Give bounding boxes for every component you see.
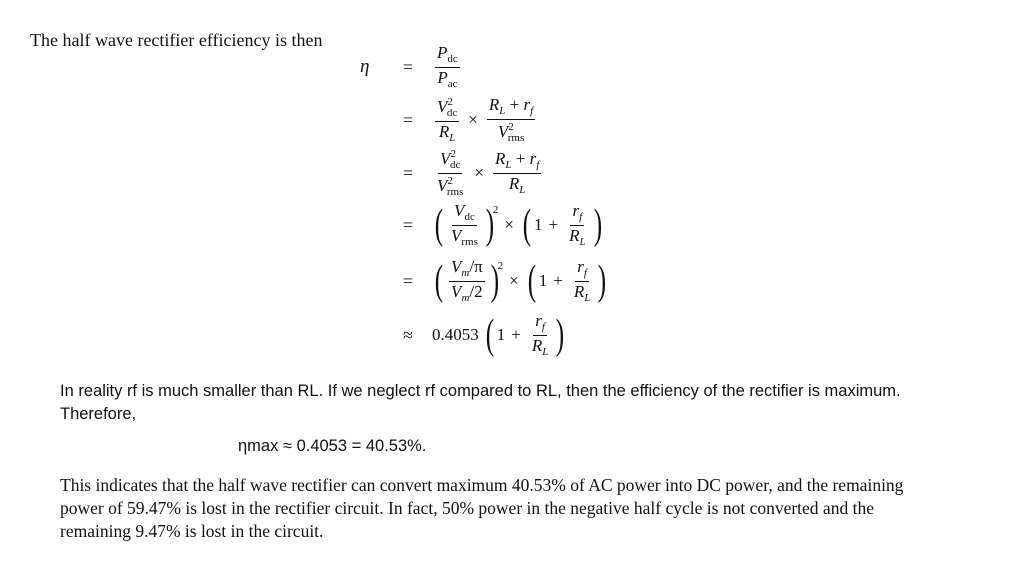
rf-over-rl: $\frac{r_f}{R_L}$	[531, 311, 549, 359]
relation-2: =	[402, 109, 414, 130]
efficiency-constant: 0.4053	[432, 325, 479, 345]
eta-symbol: η	[360, 56, 370, 78]
max-efficiency-result: ηmax ≈ 0.4053 = 40.53%.	[238, 437, 427, 455]
rf-over-rl: $\frac{r_f}{R_L}$	[573, 257, 591, 305]
relation-4: =	[402, 214, 414, 235]
equation-row-1	[360, 44, 463, 90]
relation-6: ≈	[403, 324, 413, 345]
vdc-squared-over-vrms-squared: $\frac{V^2_{dc}}{V^2_{rms}}$	[437, 148, 464, 199]
equation-row-3: = $\frac{V^2_{dc}}{V^2_{rms}}$ × $\frac{R_L + r_f}{R_L}$	[360, 148, 544, 198]
vm-pi-over-vm-2: $\frac{V_m/\pi}{V_m/2}$	[451, 257, 483, 305]
intro-text: The half wave rectifier efficiency is then	[30, 30, 323, 50]
relation-5: =	[402, 270, 414, 291]
relation-1: =	[402, 56, 414, 77]
vdc-squared-over-rl: $\frac{V^2_{dc}}{R_L}$	[437, 96, 458, 145]
rf-over-rl: $\frac{r_f}{R_L}$	[569, 201, 586, 249]
equation-row-2: = $\frac{V^2_{dc}}{R_L}$ × $\frac{R_L + r_f}{V^2_{rms}}$	[360, 96, 538, 144]
equation-row-4: = ( $\frac{V_{dc}}{V_{rms}}$ ) 2 × ( 1 + $\frac{r_f}{R_L}$ )	[360, 202, 605, 248]
neglect-rf-paragraph: In reality rf is much smaller than RL. If we neglect rf compared to RL, then the efficiency of the rectifier is maximum. Therefore,	[60, 382, 901, 423]
rl-plus-rf-over-vrms-squared: $\frac{R_L + r_f}{V^2_{rms}}$	[488, 95, 534, 145]
rl-plus-rf-over-rl: $\frac{R_L + r_f}{R_L}$	[494, 149, 540, 197]
vdc-over-vrms: $\frac{V_{dc}}{V_{rms}}$	[451, 201, 478, 249]
power-ratio-fraction: $\frac{P_{dc}}{P_{ac}}$	[437, 43, 458, 91]
relation-3: =	[402, 162, 414, 183]
equation-row-5: = ( $\frac{V_m/\pi}{V_m/2}$ ) 2 × ( 1 + $\frac{r_f}{R_L}$ )	[360, 258, 609, 304]
equation-row-6: ≈ 0.4053 ( 1 + $\frac{r_f}{R_L}$ )	[360, 312, 567, 358]
conclusion-paragraph: This indicates that the half wave rectifier can convert maximum 40.53% of AC power into DC power, and the remaining power of 59.47% is lost in the rectifier circuit. In fact, 50% power in the negative half cycle is not converted and the remaining 9.47% is lost in the circuit.	[60, 475, 904, 541]
